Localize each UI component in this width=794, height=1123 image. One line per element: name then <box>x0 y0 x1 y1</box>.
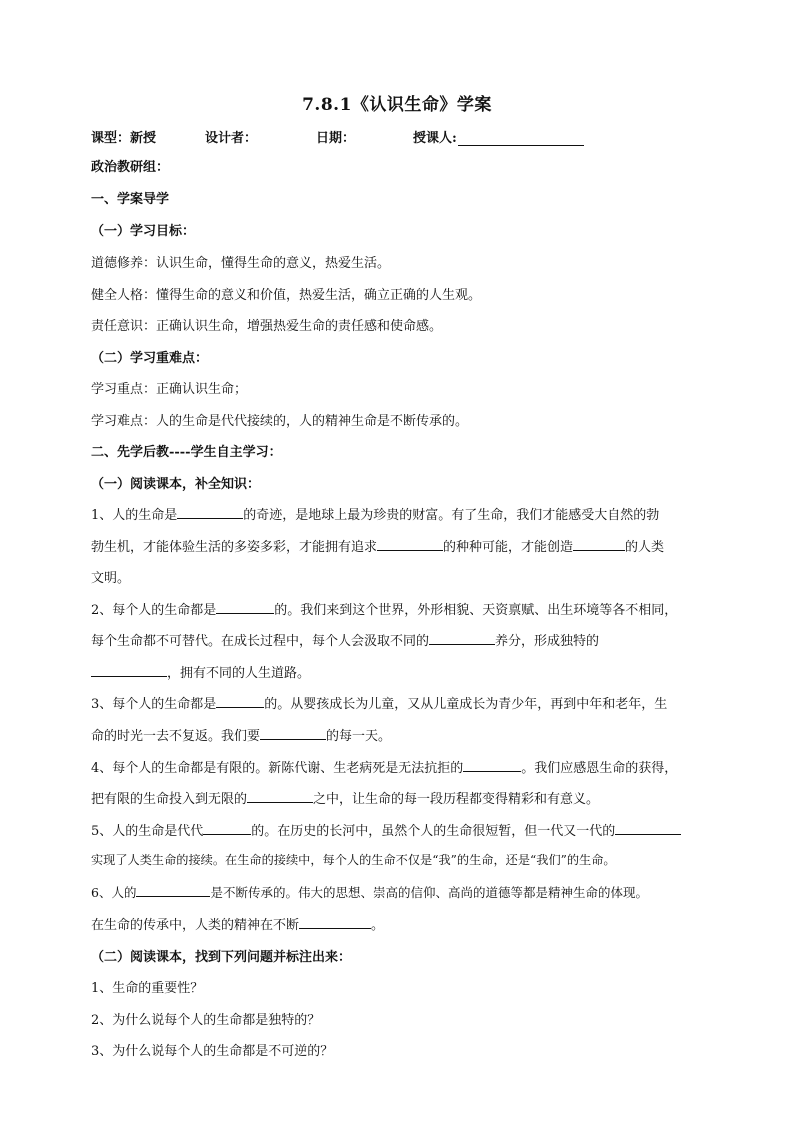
date-label: 日期： <box>316 131 356 146</box>
fill-blank[interactable] <box>203 821 251 835</box>
goal-responsibility: 责任意识：正确认识生命，增强热爱生命的责任感和使命感。 <box>91 319 443 334</box>
fill-blank[interactable] <box>299 915 371 929</box>
fill-blank[interactable] <box>247 789 313 803</box>
difficulty-point: 学习难点：人的生命是代代接续的，人的精神生命是不断传承的。 <box>91 414 469 429</box>
group-label: 政治教研组： <box>91 160 170 175</box>
question-2-line-3: ，拥有不同的人生道路。 <box>91 662 703 681</box>
designer-label: 设计者： <box>205 131 258 146</box>
page-title: 7.8.1《认识生命》学案 <box>302 95 492 115</box>
section2-heading: 二、先学后教----学生自主学习： <box>91 445 282 460</box>
fill-blank[interactable] <box>615 821 681 835</box>
question-1-line-1: 1、人的生命是 的奇迹，是地球上最为珍贵的财富。有了生命，我们才能感受大自然的勃 <box>91 504 703 523</box>
fill-blank[interactable] <box>136 883 210 897</box>
goal-personality: 健全人格：懂得生命的意义和价值，热爱生活，确立正确的人生观。 <box>91 288 482 303</box>
reading-question-3: 3、为什么说每个人的生命都是不可逆的？ <box>91 1044 334 1059</box>
goals-heading: （一）学习目标： <box>91 224 196 239</box>
reading-question-1: 1、生命的重要性？ <box>91 981 204 996</box>
goal-morality: 道德修养：认识生命，懂得生命的意义，热爱生活。 <box>91 256 391 271</box>
fill-blank[interactable] <box>377 537 443 551</box>
teacher-blank <box>458 131 584 146</box>
question-6-line-2: 在生命的传承中，人类的精神在不断 。 <box>91 914 703 933</box>
fill-blank[interactable] <box>260 726 326 740</box>
fill-blank[interactable] <box>429 631 495 645</box>
sub2-heading: （二）阅读课本，找到下列问题并标注出来： <box>91 950 352 965</box>
fill-blank[interactable] <box>463 758 521 772</box>
question-4-line-1: 4、每个人的生命都是有限的。新陈代谢、生老病死是无法抗拒的 。我们应感恩生命的获得， <box>91 757 703 776</box>
question-2-line-2: 每个生命都不可替代。在成长过程中，每个人会汲取不同的 养分，形成独特的 <box>91 630 703 649</box>
question-3-line-2: 命的时光一去不复返。我们要 的每一天。 <box>91 725 703 744</box>
teacher-label: 授课人: <box>413 131 457 146</box>
fill-blank[interactable] <box>177 505 243 519</box>
question-3-line-1: 3、每个人的生命都是 的。从婴孩成长为儿童，又从儿童成长为青少年，再到中年和老年，生 <box>91 693 703 712</box>
reading-question-2: 2、为什么说每个人的生命都是独特的？ <box>91 1013 321 1028</box>
question-1-line-2: 勃生机，才能体验生活的多姿多彩，才能拥有追求 的种种可能，才能创造 的人类 <box>91 536 703 555</box>
fill-blank[interactable] <box>573 537 625 551</box>
question-6-line-1: 6、人的 是不断传承的。伟大的思想、崇高的信仰、高尚的道德等都是精神生命的体现。 <box>91 885 648 900</box>
fill-blank[interactable] <box>216 694 264 708</box>
question-2-line-1: 2、每个人的生命都是 的。我们来到这个世界，外形相貌、天资禀赋、出生环境等各不相同， <box>91 599 703 618</box>
question-5-line-2: 实现了人类生命的接续。在生命的接续中，每个人的生命不仅是“我”的生命，还是“我们”的生命。 <box>91 853 616 867</box>
question-5-line-1: 5、人的生命是代代 的。在历史的长河中，虽然个人的生命很短暂，但一代又一代的 <box>91 820 703 839</box>
question-1-line-3: 文明。 <box>91 571 131 586</box>
sub1-heading: （一）阅读课本，补全知识： <box>91 477 261 492</box>
key-heading: （二）学习重难点： <box>91 351 209 366</box>
fill-blank[interactable] <box>91 663 167 677</box>
meta-row <box>91 127 584 146</box>
question-4-line-2: 把有限的生命投入到无限的 之中，让生命的每一段历程都变得精彩和有意义。 <box>91 788 703 807</box>
fill-blank[interactable] <box>216 600 274 614</box>
key-point: 学习重点：正确认识生命； <box>91 382 248 397</box>
section1-heading: 一、学案导学 <box>91 192 170 207</box>
course-type-label: 课型：新授 <box>91 131 157 146</box>
